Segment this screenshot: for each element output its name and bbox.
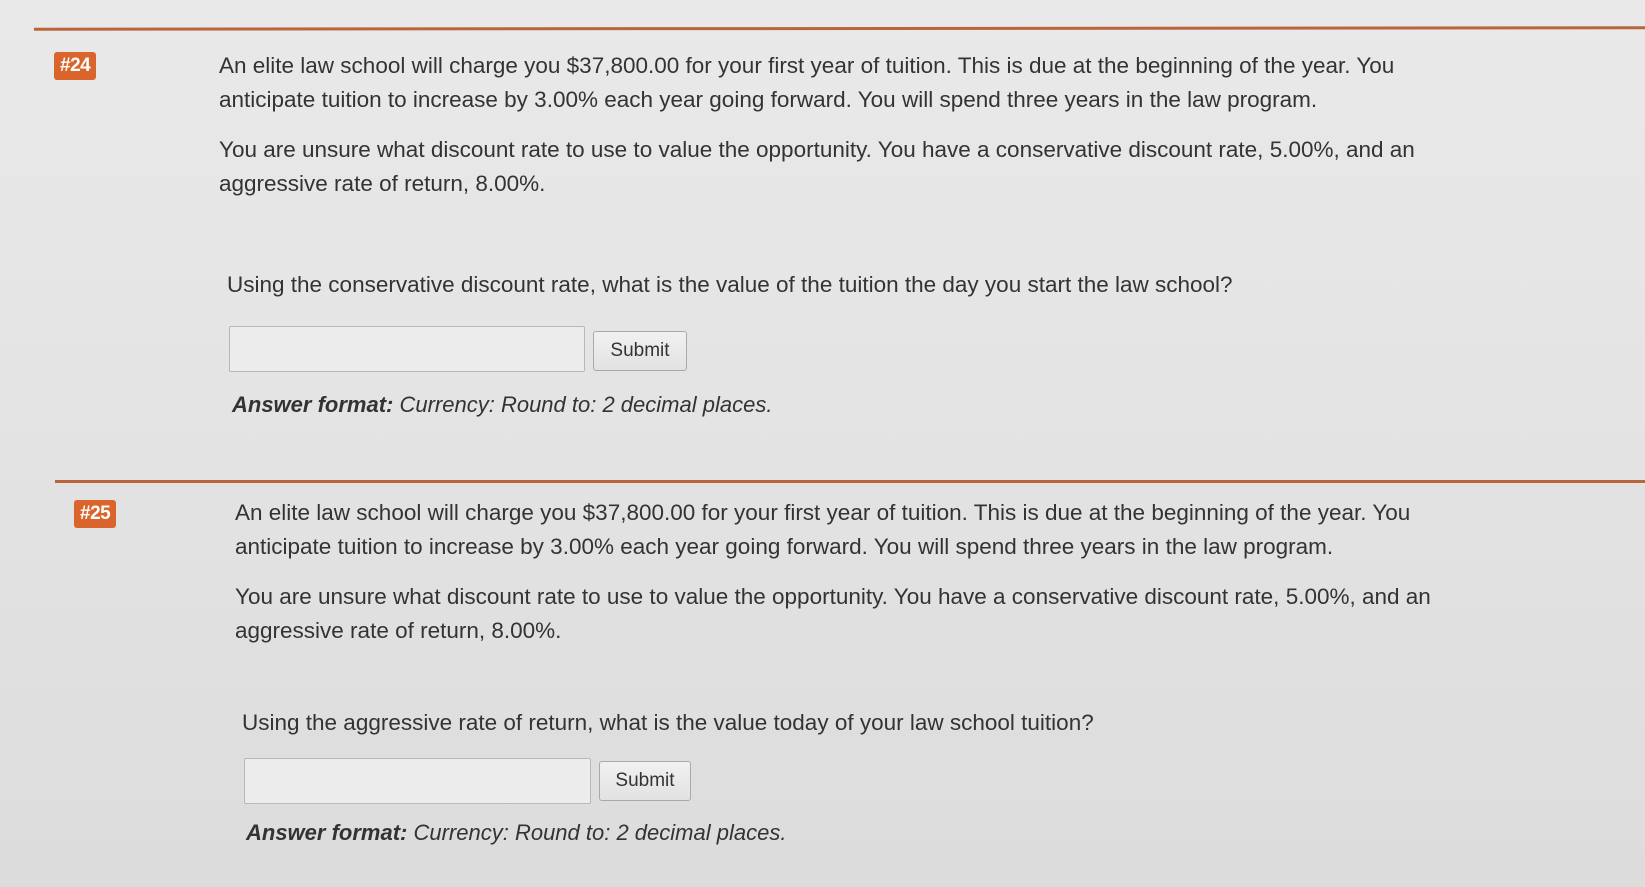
- question-body: [219, 49, 1459, 217]
- question-divider: [34, 26, 1645, 30]
- answer-format-note: [246, 820, 786, 846]
- answer-format-label: Answer format:: [232, 392, 394, 417]
- question-paragraph: You are unsure what discount rate to use to value the opportunity. You have a conservative discount rate, 5.00%, and an aggressive rate of return, 8.00%.: [235, 584, 1431, 643]
- question-prompt: Using the aggressive rate of return, what is the value today of your law school tuition?: [242, 710, 1094, 735]
- answer-format-text: Currency: Round to: 2 decimal places.: [407, 820, 787, 845]
- answer-format-text: Currency: Round to: 2 decimal places.: [393, 392, 773, 417]
- submit-button[interactable]: Submit: [593, 331, 687, 371]
- question-paragraph: You are unsure what discount rate to use to value the opportunity. You have a conservative discount rate, 5.00%, and an aggressive rate of return, 8.00%.: [219, 137, 1415, 196]
- submit-button[interactable]: Submit: [599, 761, 691, 801]
- answer-input[interactable]: [229, 326, 585, 372]
- answer-format-label: Answer format:: [246, 820, 408, 845]
- question-paragraph: An elite law school will charge you $37,800.00 for your first year of tuition. This is due at the beginning of the year. You anticipate tuition to increase by 3.00% each year going forward. You will spend three years in the law program.: [235, 500, 1411, 559]
- question-number-badge: #25: [74, 500, 116, 528]
- answer-input[interactable]: [244, 758, 591, 804]
- answer-format-note: [232, 392, 772, 418]
- question-divider: [55, 480, 1645, 483]
- question-prompt: Using the conservative discount rate, what is the value of the tuition the day you start the law school?: [227, 272, 1233, 297]
- question-body: [235, 496, 1475, 664]
- question-number-badge: #24: [54, 52, 96, 80]
- question-paragraph: An elite law school will charge you $37,800.00 for your first year of tuition. This is due at the beginning of the year. You anticipate tuition to increase by 3.00% each year going forward. You will spend three years in the law program.: [219, 53, 1395, 112]
